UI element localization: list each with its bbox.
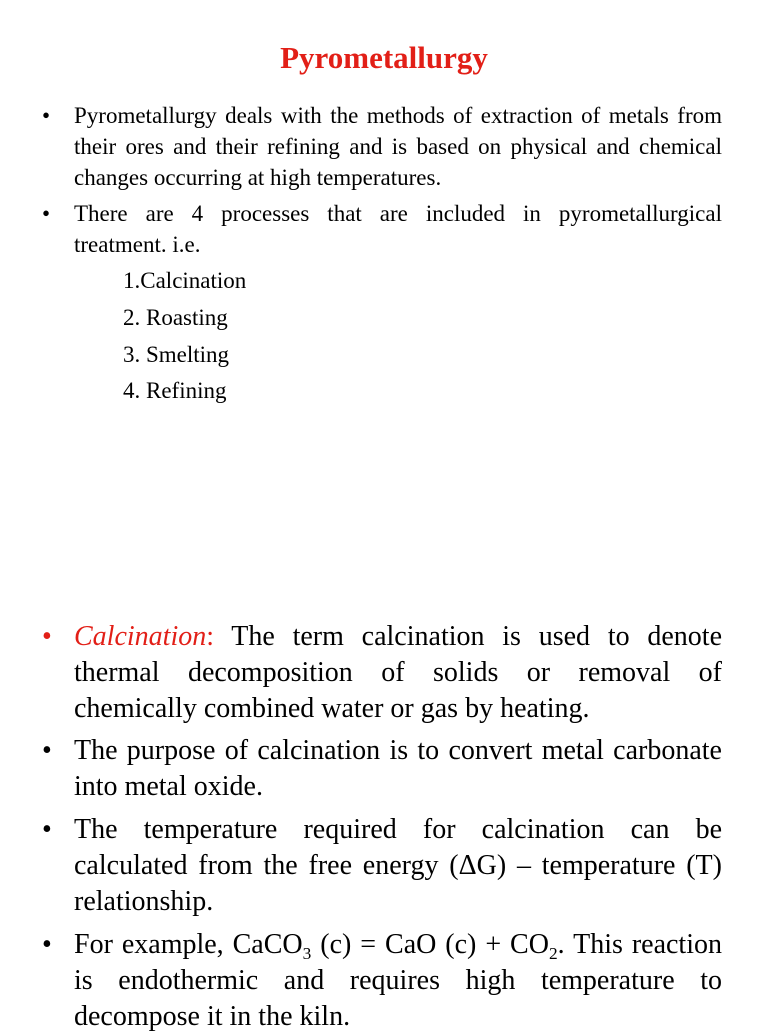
intro-bullet-2: • There are 4 processes that are included in pyrometallurgical treatment. i.e. bbox=[74, 198, 722, 260]
example-subscript-2: 2 bbox=[548, 944, 558, 964]
intro-bullet-1: • Pyrometallurgy deals with the methods of extraction of metals from their ores and their refining and is based on physical and chemical changes occurring at high temperatures. bbox=[74, 100, 722, 193]
page-title: Pyrometallurgy bbox=[280, 40, 488, 75]
calcination-temperature-bullet: • The temperature required for calcination can be calculated from the free energy (ΔG) – temperature (T) relationship. bbox=[74, 812, 722, 920]
process-list-item-1: 1.Calcination bbox=[123, 268, 247, 293]
calcination-definition-bullet bbox=[74, 619, 722, 727]
example-subscript-3: 3 bbox=[302, 944, 312, 964]
calcination-term-colon: : bbox=[206, 621, 215, 652]
example-lead-text: For example, CaCO bbox=[74, 929, 303, 960]
process-list-item-2: 2. Roasting bbox=[123, 305, 228, 330]
calcination-example-bullet bbox=[74, 927, 722, 1035]
process-list-item-4: 4. Refining bbox=[123, 378, 227, 403]
example-mid-text: (c) = CaO (c) + CO bbox=[311, 929, 549, 960]
calcination-definition-text: The term calcination is used to denote thermal decomposition of solids or removal of chemically combined water or gas by heating. bbox=[74, 621, 722, 724]
process-list-item-3: 3. Smelting bbox=[123, 342, 230, 367]
calcination-term: Calcination bbox=[74, 621, 207, 652]
example-tail-text: . This reaction is endothermic and requires high temperature to decompose it in the kiln. bbox=[74, 929, 722, 1032]
calcination-purpose-bullet: • The purpose of calcination is to convert metal carbonate into metal oxide. bbox=[74, 733, 722, 805]
